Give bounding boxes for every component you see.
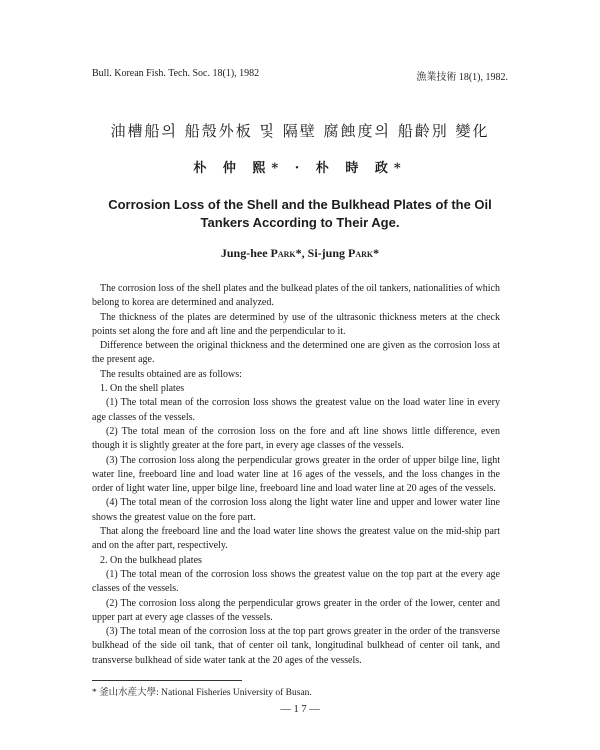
running-header-right: 漁業技術 18(1), 1982. <box>416 72 508 83</box>
korean-authors: 朴 仲 熙* · 朴 時 政* <box>193 161 407 176</box>
result-item: (3) The total mean of the corrosion loss at the top part grows greater in the order of the transverse bulkhead of the side oil tank, that of center oil tank, longitudinal bulkhead of center oil tank, and transverse bulkhead of side water tank at the 20 ages of the vessels. <box>92 626 500 666</box>
running-header-left: Bull. Korean Fish. Tech. Soc. 18(1), 1982 <box>92 68 260 79</box>
english-title-line-2: Tankers According to Their Age. <box>200 215 400 230</box>
author-1-family: Park <box>270 246 296 260</box>
english-title <box>100 196 500 232</box>
english-authors <box>0 246 600 261</box>
abstract-paragraph: The thickness of the plates are determined by use of the ultrasonic thickness meters at the check points set along the fore and aft line and the perpendicular to it. <box>92 311 500 337</box>
author-mark: * <box>373 246 380 260</box>
author-1-given: Jung-hee <box>220 246 271 260</box>
section-heading: 1. On the shell plates <box>100 383 185 395</box>
result-item: (2) The total mean of the corrosion loss on the fore and aft line shows little difference, even though it is slightly greater at the fore part, in every age classes of the vessels. <box>92 425 500 452</box>
author-separator: *, <box>295 246 308 260</box>
result-item: (1) The total mean of the corrosion loss shows the greatest value on the load water line in every age classes of the vessels. <box>92 397 500 423</box>
result-item: (3) The corrosion loss along the perpendicular grows greater in the order of upper bilge line, light water line, freeboard line and load water line at 16 ages of the vessels, and the loss changes in the order of light water line, upper bilge line, freeboard line and load water line at 20 ages of the vessels. <box>92 454 500 495</box>
result-item: (4) The total mean of the corrosion loss along the light water line and upper and lower water line shows the greatest value on the fore part. <box>92 497 500 523</box>
abstract-body <box>92 282 500 668</box>
author-2-family: Park <box>348 246 374 260</box>
author-2-given: Si-jung <box>307 246 349 260</box>
korean-title: 油槽船의 船殼外板 및 隔壁 腐蝕度의 船齡別 變化 <box>110 122 490 140</box>
abstract-paragraph: The corrosion loss of the shell plates and the bulkead plates of the oil tankers, nationalities of which belong to korea are determined and analyzed. <box>92 283 500 309</box>
page-number: — 1 7 — <box>280 704 320 715</box>
result-item: (1) The total mean of the corrosion loss shows the greatest value on the top part at the every age classes of the vessels. <box>92 568 500 595</box>
english-title-line-1: Corrosion Loss of the Shell and the Bulkhead Plates of the Oil <box>108 197 492 212</box>
section-heading: 2. On the bulkhead plates <box>100 554 202 566</box>
result-item: (2) The corrosion loss along the perpendicular grows greater in the order of the lower, center and upper part at every age classes of the vessels. <box>92 597 500 623</box>
abstract-paragraph: The results obtained are as follows: <box>100 368 242 380</box>
footnote-rule <box>92 680 242 681</box>
footnote: * 釜山水産大學: National Fisheries University of Busan. <box>92 688 312 698</box>
result-item-continued: That along the freeboard line and the load water line shows the greatest value on the mid-ship part and on the after part, respectively. <box>92 526 500 552</box>
abstract-paragraph: Difference between the original thickness and the determined one are given as the corrosion loss at the present age. <box>92 340 500 366</box>
